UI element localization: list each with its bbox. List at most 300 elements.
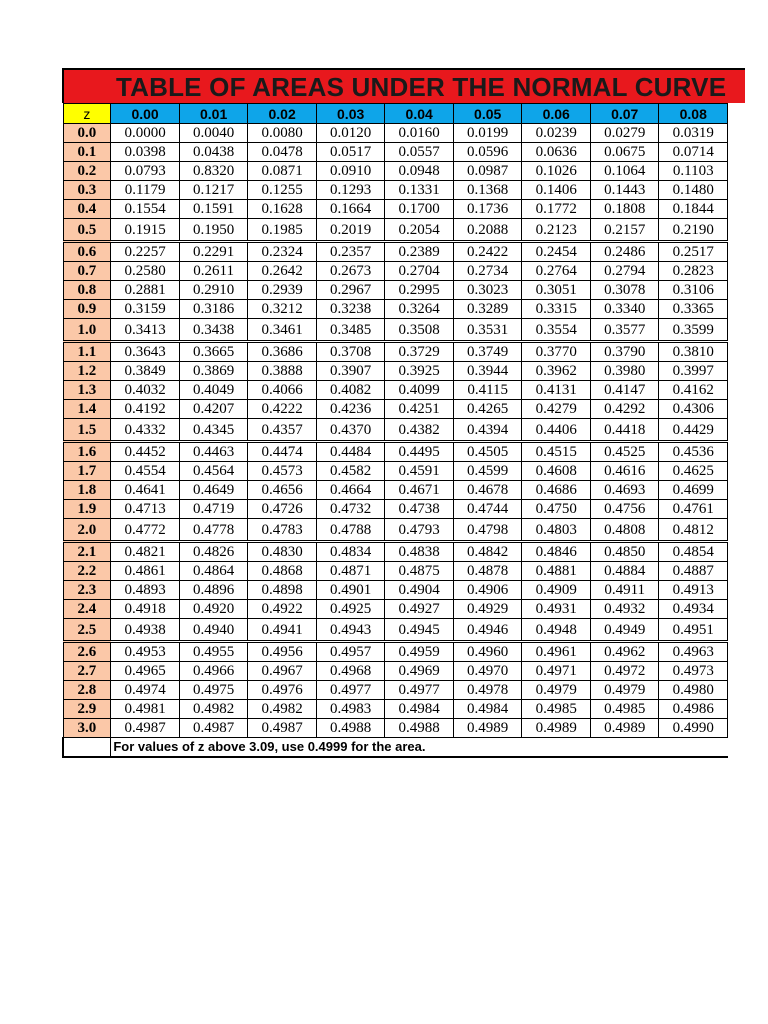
area-value-cell: 0.4750 bbox=[522, 500, 591, 519]
z-value-cell: 3.0 bbox=[63, 719, 111, 738]
area-value-cell: 0.2088 bbox=[453, 219, 522, 242]
table-row bbox=[63, 719, 728, 738]
area-value-cell: 0.4909 bbox=[522, 581, 591, 600]
area-value-cell: 0.3729 bbox=[385, 342, 454, 362]
area-value-cell: 0.2123 bbox=[522, 219, 591, 242]
area-value-cell: 0.2642 bbox=[248, 262, 317, 281]
table-row bbox=[63, 381, 728, 400]
area-value-cell: 0.4904 bbox=[385, 581, 454, 600]
area-value-cell: 0.4854 bbox=[659, 542, 728, 562]
area-value-cell: 0.4099 bbox=[385, 381, 454, 400]
z-value-cell: 0.4 bbox=[63, 200, 111, 219]
area-value-cell: 0.4265 bbox=[453, 400, 522, 419]
area-value-cell: 0.0438 bbox=[179, 143, 248, 162]
area-value-cell: 0.4898 bbox=[248, 581, 317, 600]
area-value-cell: 0.3980 bbox=[590, 362, 659, 381]
area-value-cell: 0.4979 bbox=[590, 681, 659, 700]
area-value-cell: 0.1255 bbox=[248, 181, 317, 200]
area-value-cell: 0.4803 bbox=[522, 519, 591, 542]
table-row bbox=[63, 143, 728, 162]
area-value-cell: 0.4884 bbox=[590, 562, 659, 581]
area-value-cell: 0.4941 bbox=[248, 619, 317, 642]
table-row bbox=[63, 362, 728, 381]
area-value-cell: 0.3925 bbox=[385, 362, 454, 381]
area-value-cell: 0.3643 bbox=[111, 342, 180, 362]
area-value-cell: 0.4945 bbox=[385, 619, 454, 642]
area-value-cell: 0.4990 bbox=[659, 719, 728, 738]
area-value-cell: 0.8320 bbox=[179, 162, 248, 181]
area-value-cell: 0.4981 bbox=[111, 700, 180, 719]
area-value-cell: 0.4986 bbox=[659, 700, 728, 719]
area-value-cell: 0.4463 bbox=[179, 442, 248, 462]
area-value-cell: 0.4783 bbox=[248, 519, 317, 542]
area-value-cell: 0.4686 bbox=[522, 481, 591, 500]
area-value-cell: 0.4871 bbox=[316, 562, 385, 581]
area-value-cell: 0.3106 bbox=[659, 281, 728, 300]
z-value-cell: 1.0 bbox=[63, 319, 111, 342]
area-value-cell: 0.1217 bbox=[179, 181, 248, 200]
area-value-cell: 0.3413 bbox=[111, 319, 180, 342]
area-value-cell: 0.4842 bbox=[453, 542, 522, 562]
area-value-cell: 0.2967 bbox=[316, 281, 385, 300]
area-value-cell: 0.0675 bbox=[590, 143, 659, 162]
area-value-cell: 0.4846 bbox=[522, 542, 591, 562]
table-title: TABLE OF AREAS UNDER THE NORMAL CURVE bbox=[116, 72, 727, 102]
area-value-cell: 0.4761 bbox=[659, 500, 728, 519]
table-row bbox=[63, 200, 728, 219]
area-value-cell: 0.4985 bbox=[590, 700, 659, 719]
area-value-cell: 0.4953 bbox=[111, 642, 180, 662]
area-value-cell: 0.4808 bbox=[590, 519, 659, 542]
table-row bbox=[63, 162, 728, 181]
area-value-cell: 0.2357 bbox=[316, 242, 385, 262]
area-value-cell: 0.4793 bbox=[385, 519, 454, 542]
z-value-cell: 1.2 bbox=[63, 362, 111, 381]
column-header-cell: 0.01 bbox=[179, 104, 248, 124]
area-value-cell: 0.4925 bbox=[316, 600, 385, 619]
area-value-cell: 0.4911 bbox=[590, 581, 659, 600]
area-value-cell: 0.3849 bbox=[111, 362, 180, 381]
z-value-cell: 1.5 bbox=[63, 419, 111, 442]
z-value-cell: 1.6 bbox=[63, 442, 111, 462]
area-value-cell: 0.2019 bbox=[316, 219, 385, 242]
area-value-cell: 0.4699 bbox=[659, 481, 728, 500]
area-value-cell: 0.4625 bbox=[659, 462, 728, 481]
area-value-cell: 0.4798 bbox=[453, 519, 522, 542]
area-value-cell: 0.4969 bbox=[385, 662, 454, 681]
area-value-cell: 0.4370 bbox=[316, 419, 385, 442]
z-value-cell: 0.0 bbox=[63, 124, 111, 143]
z-value-cell: 1.7 bbox=[63, 462, 111, 481]
area-value-cell: 0.2157 bbox=[590, 219, 659, 242]
area-value-cell: 0.1293 bbox=[316, 181, 385, 200]
area-value-cell: 0.0596 bbox=[453, 143, 522, 162]
area-value-cell: 0.4582 bbox=[316, 462, 385, 481]
area-value-cell: 0.4536 bbox=[659, 442, 728, 462]
area-value-cell: 0.2881 bbox=[111, 281, 180, 300]
z-value-cell: 2.9 bbox=[63, 700, 111, 719]
z-value-cell: 0.7 bbox=[63, 262, 111, 281]
area-value-cell: 0.4495 bbox=[385, 442, 454, 462]
area-value-cell: 0.2939 bbox=[248, 281, 317, 300]
area-value-cell: 0.4306 bbox=[659, 400, 728, 419]
table-row bbox=[63, 619, 728, 642]
z-value-cell: 1.4 bbox=[63, 400, 111, 419]
area-value-cell: 0.3997 bbox=[659, 362, 728, 381]
area-value-cell: 0.3365 bbox=[659, 300, 728, 319]
area-value-cell: 0.4951 bbox=[659, 619, 728, 642]
area-value-cell: 0.4934 bbox=[659, 600, 728, 619]
area-value-cell: 0.4976 bbox=[248, 681, 317, 700]
area-value-cell: 0.2910 bbox=[179, 281, 248, 300]
table-row bbox=[63, 600, 728, 619]
area-value-cell: 0.4988 bbox=[316, 719, 385, 738]
footnote-spacer bbox=[63, 738, 111, 758]
table-row bbox=[63, 219, 728, 242]
area-value-cell: 0.4887 bbox=[659, 562, 728, 581]
area-value-cell: 0.4968 bbox=[316, 662, 385, 681]
area-value-cell: 0.2764 bbox=[522, 262, 591, 281]
footnote-row bbox=[63, 738, 728, 758]
z-value-cell: 1.8 bbox=[63, 481, 111, 500]
z-value-cell: 1.1 bbox=[63, 342, 111, 362]
area-value-cell: 0.0120 bbox=[316, 124, 385, 143]
area-value-cell: 0.0987 bbox=[453, 162, 522, 181]
table-row bbox=[63, 342, 728, 362]
area-value-cell: 0.4959 bbox=[385, 642, 454, 662]
area-value-cell: 0.2734 bbox=[453, 262, 522, 281]
area-value-cell: 0.2995 bbox=[385, 281, 454, 300]
area-value-cell: 0.4591 bbox=[385, 462, 454, 481]
area-value-cell: 0.4115 bbox=[453, 381, 522, 400]
area-value-cell: 0.0793 bbox=[111, 162, 180, 181]
area-value-cell: 0.4913 bbox=[659, 581, 728, 600]
z-header-cell: z bbox=[63, 104, 111, 124]
area-value-cell: 0.0319 bbox=[659, 124, 728, 143]
column-header-cell: 0.03 bbox=[316, 104, 385, 124]
area-value-cell: 0.4850 bbox=[590, 542, 659, 562]
area-value-cell: 0.4918 bbox=[111, 600, 180, 619]
area-value-cell: 0.4830 bbox=[248, 542, 317, 562]
area-value-cell: 0.4922 bbox=[248, 600, 317, 619]
area-value-cell: 0.4732 bbox=[316, 500, 385, 519]
area-value-cell: 0.4429 bbox=[659, 419, 728, 442]
table-row bbox=[63, 462, 728, 481]
table-row bbox=[63, 300, 728, 319]
area-value-cell: 0.3665 bbox=[179, 342, 248, 362]
table-row bbox=[63, 700, 728, 719]
z-value-cell: 0.2 bbox=[63, 162, 111, 181]
area-value-cell: 0.3686 bbox=[248, 342, 317, 362]
area-value-cell: 0.4982 bbox=[179, 700, 248, 719]
table-row bbox=[63, 242, 728, 262]
area-value-cell: 0.3907 bbox=[316, 362, 385, 381]
area-value-cell: 0.4664 bbox=[316, 481, 385, 500]
area-value-cell: 0.3888 bbox=[248, 362, 317, 381]
area-value-cell: 0.4505 bbox=[453, 442, 522, 462]
area-value-cell: 0.4826 bbox=[179, 542, 248, 562]
z-value-cell: 2.0 bbox=[63, 519, 111, 542]
area-value-cell: 0.4931 bbox=[522, 600, 591, 619]
table-row bbox=[63, 400, 728, 419]
area-value-cell: 0.1664 bbox=[316, 200, 385, 219]
area-value-cell: 0.4641 bbox=[111, 481, 180, 500]
area-value-cell: 0.4032 bbox=[111, 381, 180, 400]
area-value-cell: 0.3810 bbox=[659, 342, 728, 362]
area-value-cell: 0.0040 bbox=[179, 124, 248, 143]
area-value-cell: 0.4474 bbox=[248, 442, 317, 462]
area-value-cell: 0.4418 bbox=[590, 419, 659, 442]
area-value-cell: 0.2257 bbox=[111, 242, 180, 262]
area-value-cell: 0.0557 bbox=[385, 143, 454, 162]
area-value-cell: 0.4982 bbox=[248, 700, 317, 719]
area-value-cell: 0.4980 bbox=[659, 681, 728, 700]
area-value-cell: 0.4940 bbox=[179, 619, 248, 642]
area-value-cell: 0.4949 bbox=[590, 619, 659, 642]
area-value-cell: 0.0636 bbox=[522, 143, 591, 162]
area-value-cell: 0.4961 bbox=[522, 642, 591, 662]
table-row bbox=[63, 319, 728, 342]
area-value-cell: 0.4251 bbox=[385, 400, 454, 419]
table-row bbox=[63, 419, 728, 442]
z-value-cell: 0.3 bbox=[63, 181, 111, 200]
area-value-cell: 0.4978 bbox=[453, 681, 522, 700]
area-value-cell: 0.0910 bbox=[316, 162, 385, 181]
area-value-cell: 0.2054 bbox=[385, 219, 454, 242]
area-value-cell: 0.4147 bbox=[590, 381, 659, 400]
area-value-cell: 0.4963 bbox=[659, 642, 728, 662]
area-value-cell: 0.0080 bbox=[248, 124, 317, 143]
area-value-cell: 0.1985 bbox=[248, 219, 317, 242]
table-row bbox=[63, 542, 728, 562]
z-value-cell: 2.2 bbox=[63, 562, 111, 581]
area-value-cell: 0.4962 bbox=[590, 642, 659, 662]
area-value-cell: 0.4788 bbox=[316, 519, 385, 542]
area-value-cell: 0.3264 bbox=[385, 300, 454, 319]
normal-curve-table bbox=[62, 103, 728, 758]
table-row bbox=[63, 181, 728, 200]
area-value-cell: 0.3485 bbox=[316, 319, 385, 342]
area-value-cell: 0.4965 bbox=[111, 662, 180, 681]
area-value-cell: 0.3023 bbox=[453, 281, 522, 300]
column-header-cell: 0.04 bbox=[385, 104, 454, 124]
z-value-cell: 0.1 bbox=[63, 143, 111, 162]
area-value-cell: 0.4616 bbox=[590, 462, 659, 481]
area-value-cell: 0.3962 bbox=[522, 362, 591, 381]
area-value-cell: 0.2324 bbox=[248, 242, 317, 262]
area-value-cell: 0.4984 bbox=[453, 700, 522, 719]
column-header-cell: 0.08 bbox=[659, 104, 728, 124]
area-value-cell: 0.2389 bbox=[385, 242, 454, 262]
area-value-cell: 0.2190 bbox=[659, 219, 728, 242]
area-value-cell: 0.4554 bbox=[111, 462, 180, 481]
area-value-cell: 0.1026 bbox=[522, 162, 591, 181]
area-value-cell: 0.3577 bbox=[590, 319, 659, 342]
area-value-cell: 0.4484 bbox=[316, 442, 385, 462]
area-value-cell: 0.3944 bbox=[453, 362, 522, 381]
area-value-cell: 0.4573 bbox=[248, 462, 317, 481]
area-value-cell: 0.1406 bbox=[522, 181, 591, 200]
area-value-cell: 0.3790 bbox=[590, 342, 659, 362]
area-value-cell: 0.4515 bbox=[522, 442, 591, 462]
area-value-cell: 0.4292 bbox=[590, 400, 659, 419]
z-value-cell: 2.4 bbox=[63, 600, 111, 619]
area-value-cell: 0.4713 bbox=[111, 500, 180, 519]
area-value-cell: 0.4875 bbox=[385, 562, 454, 581]
area-value-cell: 0.0000 bbox=[111, 124, 180, 143]
z-value-cell: 1.3 bbox=[63, 381, 111, 400]
area-value-cell: 0.4881 bbox=[522, 562, 591, 581]
area-value-cell: 0.3159 bbox=[111, 300, 180, 319]
area-value-cell: 0.1443 bbox=[590, 181, 659, 200]
area-value-cell: 0.4131 bbox=[522, 381, 591, 400]
area-value-cell: 0.4989 bbox=[590, 719, 659, 738]
z-value-cell: 2.3 bbox=[63, 581, 111, 600]
area-value-cell: 0.4162 bbox=[659, 381, 728, 400]
z-value-cell: 0.8 bbox=[63, 281, 111, 300]
area-value-cell: 0.0239 bbox=[522, 124, 591, 143]
column-header-cell: 0.07 bbox=[590, 104, 659, 124]
column-header-cell: 0.02 bbox=[248, 104, 317, 124]
area-value-cell: 0.4985 bbox=[522, 700, 591, 719]
area-value-cell: 0.3869 bbox=[179, 362, 248, 381]
z-value-cell: 0.9 bbox=[63, 300, 111, 319]
table-row bbox=[63, 124, 728, 143]
area-value-cell: 0.4236 bbox=[316, 400, 385, 419]
table-row bbox=[63, 481, 728, 500]
z-value-cell: 2.7 bbox=[63, 662, 111, 681]
table-row bbox=[63, 519, 728, 542]
area-value-cell: 0.4984 bbox=[385, 700, 454, 719]
area-value-cell: 0.4726 bbox=[248, 500, 317, 519]
z-value-cell: 2.5 bbox=[63, 619, 111, 642]
area-value-cell: 0.1915 bbox=[111, 219, 180, 242]
area-value-cell: 0.2823 bbox=[659, 262, 728, 281]
area-value-cell: 0.4989 bbox=[522, 719, 591, 738]
table-row bbox=[63, 642, 728, 662]
area-value-cell: 0.1844 bbox=[659, 200, 728, 219]
area-value-cell: 0.1064 bbox=[590, 162, 659, 181]
title-banner bbox=[62, 68, 745, 103]
area-value-cell: 0.4987 bbox=[179, 719, 248, 738]
area-value-cell: 0.1331 bbox=[385, 181, 454, 200]
area-value-cell: 0.4812 bbox=[659, 519, 728, 542]
table-row bbox=[63, 442, 728, 462]
area-value-cell: 0.4955 bbox=[179, 642, 248, 662]
area-value-cell: 0.3508 bbox=[385, 319, 454, 342]
area-value-cell: 0.2611 bbox=[179, 262, 248, 281]
area-value-cell: 0.4838 bbox=[385, 542, 454, 562]
area-value-cell: 0.3051 bbox=[522, 281, 591, 300]
area-value-cell: 0.4920 bbox=[179, 600, 248, 619]
area-value-cell: 0.0714 bbox=[659, 143, 728, 162]
area-value-cell: 0.4960 bbox=[453, 642, 522, 662]
area-value-cell: 0.3461 bbox=[248, 319, 317, 342]
column-header-cell: 0.00 bbox=[111, 104, 180, 124]
area-value-cell: 0.1480 bbox=[659, 181, 728, 200]
area-value-cell: 0.4452 bbox=[111, 442, 180, 462]
area-value-cell: 0.4974 bbox=[111, 681, 180, 700]
area-value-cell: 0.2580 bbox=[111, 262, 180, 281]
area-value-cell: 0.2794 bbox=[590, 262, 659, 281]
area-value-cell: 0.4906 bbox=[453, 581, 522, 600]
area-value-cell: 0.4893 bbox=[111, 581, 180, 600]
area-value-cell: 0.4987 bbox=[248, 719, 317, 738]
area-value-cell: 0.4693 bbox=[590, 481, 659, 500]
area-value-cell: 0.4878 bbox=[453, 562, 522, 581]
area-value-cell: 0.4988 bbox=[385, 719, 454, 738]
area-value-cell: 0.1368 bbox=[453, 181, 522, 200]
area-value-cell: 0.1179 bbox=[111, 181, 180, 200]
area-value-cell: 0.1808 bbox=[590, 200, 659, 219]
area-value-cell: 0.4608 bbox=[522, 462, 591, 481]
area-value-cell: 0.4975 bbox=[179, 681, 248, 700]
area-value-cell: 0.4279 bbox=[522, 400, 591, 419]
area-value-cell: 0.3599 bbox=[659, 319, 728, 342]
area-value-cell: 0.1554 bbox=[111, 200, 180, 219]
area-value-cell: 0.4345 bbox=[179, 419, 248, 442]
area-value-cell: 0.2704 bbox=[385, 262, 454, 281]
area-value-cell: 0.2486 bbox=[590, 242, 659, 262]
area-value-cell: 0.4772 bbox=[111, 519, 180, 542]
area-value-cell: 0.3315 bbox=[522, 300, 591, 319]
z-value-cell: 2.6 bbox=[63, 642, 111, 662]
area-value-cell: 0.3212 bbox=[248, 300, 317, 319]
area-value-cell: 0.4738 bbox=[385, 500, 454, 519]
area-value-cell: 0.4927 bbox=[385, 600, 454, 619]
table-row bbox=[63, 262, 728, 281]
z-value-cell: 0.5 bbox=[63, 219, 111, 242]
area-value-cell: 0.4901 bbox=[316, 581, 385, 600]
area-value-cell: 0.4394 bbox=[453, 419, 522, 442]
area-value-cell: 0.1103 bbox=[659, 162, 728, 181]
area-value-cell: 0.4332 bbox=[111, 419, 180, 442]
area-value-cell: 0.4861 bbox=[111, 562, 180, 581]
table-row bbox=[63, 500, 728, 519]
area-value-cell: 0.1950 bbox=[179, 219, 248, 242]
area-value-cell: 0.2454 bbox=[522, 242, 591, 262]
area-value-cell: 0.4983 bbox=[316, 700, 385, 719]
area-value-cell: 0.4671 bbox=[385, 481, 454, 500]
area-value-cell: 0.2422 bbox=[453, 242, 522, 262]
area-value-cell: 0.4821 bbox=[111, 542, 180, 562]
area-value-cell: 0.4756 bbox=[590, 500, 659, 519]
table-row bbox=[63, 662, 728, 681]
column-header-cell: 0.06 bbox=[522, 104, 591, 124]
area-value-cell: 0.1700 bbox=[385, 200, 454, 219]
area-value-cell: 0.0517 bbox=[316, 143, 385, 162]
area-value-cell: 0.0199 bbox=[453, 124, 522, 143]
area-value-cell: 0.2517 bbox=[659, 242, 728, 262]
area-value-cell: 0.0160 bbox=[385, 124, 454, 143]
area-value-cell: 0.4970 bbox=[453, 662, 522, 681]
area-value-cell: 0.4864 bbox=[179, 562, 248, 581]
header-row bbox=[63, 104, 728, 124]
area-value-cell: 0.3289 bbox=[453, 300, 522, 319]
table-row bbox=[63, 681, 728, 700]
area-value-cell: 0.4971 bbox=[522, 662, 591, 681]
area-value-cell: 0.4744 bbox=[453, 500, 522, 519]
area-value-cell: 0.4946 bbox=[453, 619, 522, 642]
table-row bbox=[63, 581, 728, 600]
area-value-cell: 0.4896 bbox=[179, 581, 248, 600]
area-value-cell: 0.4957 bbox=[316, 642, 385, 662]
area-value-cell: 0.4222 bbox=[248, 400, 317, 419]
z-value-cell: 2.8 bbox=[63, 681, 111, 700]
area-value-cell: 0.4956 bbox=[248, 642, 317, 662]
area-value-cell: 0.3770 bbox=[522, 342, 591, 362]
area-value-cell: 0.4525 bbox=[590, 442, 659, 462]
